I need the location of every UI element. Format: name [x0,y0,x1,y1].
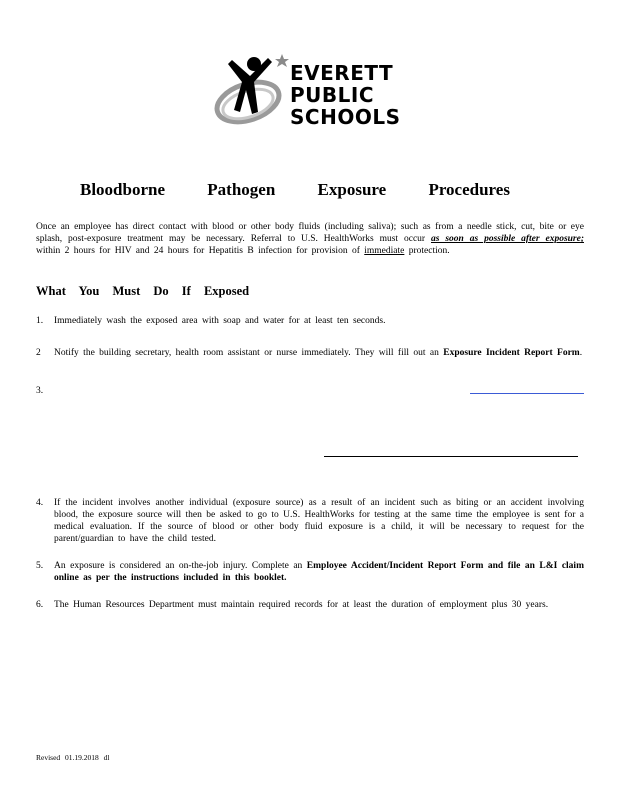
item-text: Immediately wash the exposed area with soap and water for at least ten seconds. [54,316,386,326]
runner-logo-icon [212,50,292,136]
district-logo [212,50,412,136]
title-word: Bloodborne [80,180,166,199]
logo-line-1: EVERETT [290,61,394,85]
form-name: Employee Accident/Incident Report Form [306,561,484,571]
list-item [36,599,584,611]
item-number: 3. [36,386,44,396]
intro-text: protection. [404,246,450,256]
logo-line-3: SCHOOLS [290,105,401,129]
title-word: Pathogen [207,180,276,199]
claim-instruction: file an L&I claim online as per the instructions included in this booklet. [54,561,584,583]
page-title [80,180,510,200]
intro-emphasis: as soon as possible after exposure; [430,234,584,244]
form-name: Exposure Incident Report Form [443,348,580,358]
item-number: 5. [36,561,44,571]
title-word: Exposure [317,180,387,199]
intro-emphasis-immediate: immediate [364,246,405,256]
intro-text: within 2 hours for HIV and 24 hours for Hepatitis B infection for provision of [36,246,365,256]
item-number: 1. [36,316,44,326]
blank-line [324,456,578,457]
list-item [36,560,584,584]
intro-paragraph [36,221,584,257]
list-item [36,497,584,545]
revision-note: Revised 01.19.2018 dl [36,753,110,762]
logo-line-2: PUBLIC [290,83,375,107]
item-text: An exposure is considered an on-the-job injury. Complete an Employee Accident/Incident Report Form and file an L&I claim online as per the instructions included in this booklet. [54,561,584,583]
item-text: If the incident involves another individual (exposure source) as a result of an incident such as biting or an accident involving blood, the exposure source will then be asked to go to U.S. HealthWorks for testing at the same time the employee is sent for a medical evaluation. If the source of blood or other body fluid exposure is a child, it will be necessary to request for the parent/guardian to have the child tested. [54,498,584,544]
title-word: Procedures [428,180,510,199]
item-text: The Human Resources Department must maintain required records for at least the duration of employment plus 30 years. [54,600,549,610]
list-item [36,347,584,359]
item-number: 2 [36,348,41,358]
section-heading: What You Must Do If Exposed [36,284,250,298]
list-item [36,315,584,327]
item-number: 6. [36,600,44,610]
hyperlink-underline[interactable] [470,393,584,394]
item-number: 4. [36,498,44,508]
intro-text: Once an employee has direct contact with blood or other body fluids (including saliva); such as from a needle stick, cut, bite or eye splash, post-exposure treatment may be necessary. Referral to U.S. HealthWorks must occur [36,222,584,244]
logo-wordmark [290,62,400,128]
item-text: Notify the building secretary, health room assistant or nurse immediately. They will fill out an Exposure Incident Report Form. [54,348,583,358]
